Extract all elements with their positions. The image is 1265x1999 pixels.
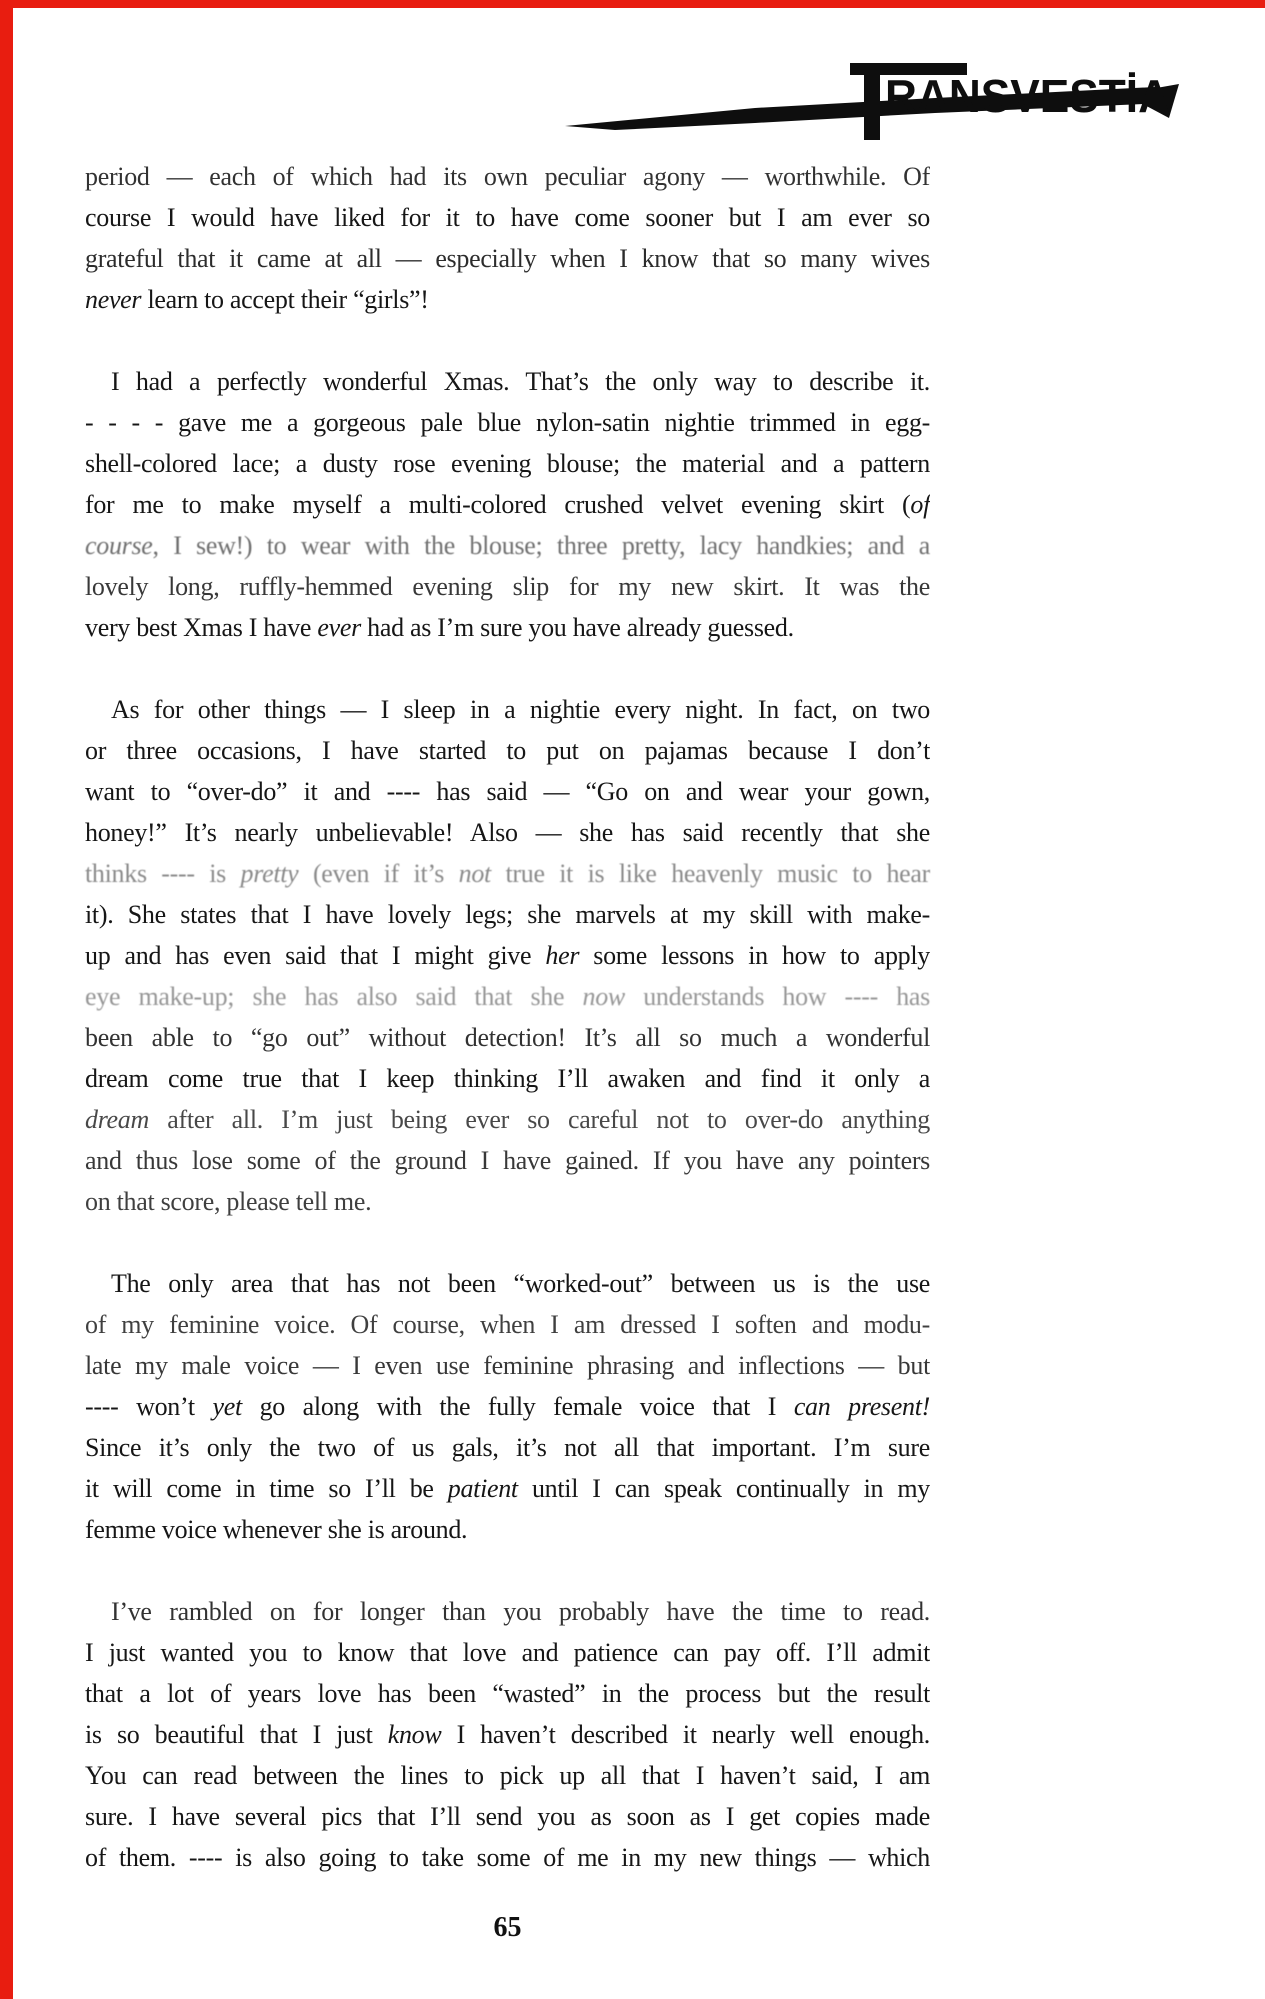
text-line: eye make-up; she has also said that she now understands how ---- has xyxy=(85,982,930,1011)
text-line: You can read between the lines to pick up all that I haven’t said, I am xyxy=(85,1761,930,1790)
text-line: Since it’s only the two of us gals, it’s not all that important. I’m sure xyxy=(85,1433,930,1462)
text-line: and thus lose some of the ground I have gained. If you have any pointers xyxy=(85,1146,930,1175)
text-line: grateful that it came at all — especially when I know that so many wives xyxy=(85,244,930,273)
text-line: it). She states that I have lovely legs; she marvels at my skill with make- xyxy=(85,900,930,929)
text-line: course I would have liked for it to have come sooner but I am ever so xyxy=(85,203,930,232)
text-line: period — each of which had its own peculiar agony — worthwhile. Of xyxy=(85,162,930,191)
text-line: thinks ---- is pretty (even if it’s not true it is like heavenly music to hear xyxy=(85,859,930,888)
text-line: on that score, please tell me. xyxy=(85,1187,372,1216)
text-line: sure. I have several pics that I’ll send you as soon as I get copies made xyxy=(85,1802,930,1831)
scan-edge-top xyxy=(0,0,1265,8)
text-line: honey!” It’s nearly unbelievable! Also — she has said recently that she xyxy=(85,818,930,847)
text-line: lovely long, ruffly-hemmed evening slip for my new skirt. It was the xyxy=(85,572,930,601)
transvestia-logo xyxy=(555,46,1195,146)
text-line: never learn to accept their “girls”! xyxy=(85,285,429,314)
text-line: femme voice whenever she is around. xyxy=(85,1515,468,1544)
text-line: is so beautiful that I just know I haven’t described it nearly well enough. xyxy=(85,1720,930,1749)
text-line: I had a perfectly wonderful Xmas. That’s the only way to describe it. xyxy=(111,367,930,396)
text-line: of them. ---- is also going to take some of me in my new things — which xyxy=(85,1843,930,1872)
text-line: very best Xmas I have ever had as I’m sure you have already guessed. xyxy=(85,613,794,642)
text-line: it will come in time so I’ll be patient until I can speak continually in my xyxy=(85,1474,930,1503)
text-line: course, I sew!) to wear with the blouse; three pretty, lacy handkies; and a xyxy=(85,531,930,560)
logo-text: RANSVESTİA xyxy=(885,70,1170,122)
text-line: dream come true that I keep thinking I’ll awaken and find it only a xyxy=(85,1064,930,1093)
text-line: or three occasions, I have started to put on pajamas because I don’t xyxy=(85,736,930,765)
paragraph xyxy=(85,361,930,648)
letter-text xyxy=(85,156,930,1878)
paragraph xyxy=(85,689,930,1222)
text-line: want to “over-do” it and ---- has said — “Go on and wear your gown, xyxy=(85,777,930,806)
paragraph xyxy=(85,1591,930,1878)
paragraph xyxy=(85,156,930,320)
text-line: late my male voice — I even use feminine phrasing and inflections — but xyxy=(85,1351,930,1380)
page-number: 65 xyxy=(493,1912,522,1943)
text-line: that a lot of years love has been “wasted” in the process but the result xyxy=(85,1679,930,1708)
text-line: ---- won’t yet go along with the fully female voice that I can present! xyxy=(85,1392,930,1421)
text-line: The only area that has not been “worked-out” between us is the use xyxy=(111,1269,930,1298)
scan-edge-left xyxy=(0,0,13,1999)
text-line: - - - - gave me a gorgeous pale blue nylon-satin nightie trimmed in egg- xyxy=(85,408,930,437)
text-line: I’ve rambled on for longer than you probably have the time to read. xyxy=(111,1597,930,1626)
text-line: for me to make myself a multi-colored crushed velvet evening skirt (of xyxy=(85,490,930,519)
text-line: of my feminine voice. Of course, when I am dressed I soften and modu- xyxy=(85,1310,930,1339)
text-line: shell-colored lace; a dusty rose evening blouse; the material and a pattern xyxy=(85,449,930,478)
text-line: been able to “go out” without detection! It’s all so much a wonderful xyxy=(85,1023,930,1052)
paragraph xyxy=(85,1263,930,1550)
text-line: I just wanted you to know that love and patience can pay off. I’ll admit xyxy=(85,1638,930,1667)
text-line: As for other things — I sleep in a nightie every night. In fact, on two xyxy=(111,695,930,724)
text-line: dream after all. I’m just being ever so careful not to over-do anything xyxy=(85,1105,930,1134)
text-line: up and has even said that I might give her some lessons in how to apply xyxy=(85,941,930,970)
